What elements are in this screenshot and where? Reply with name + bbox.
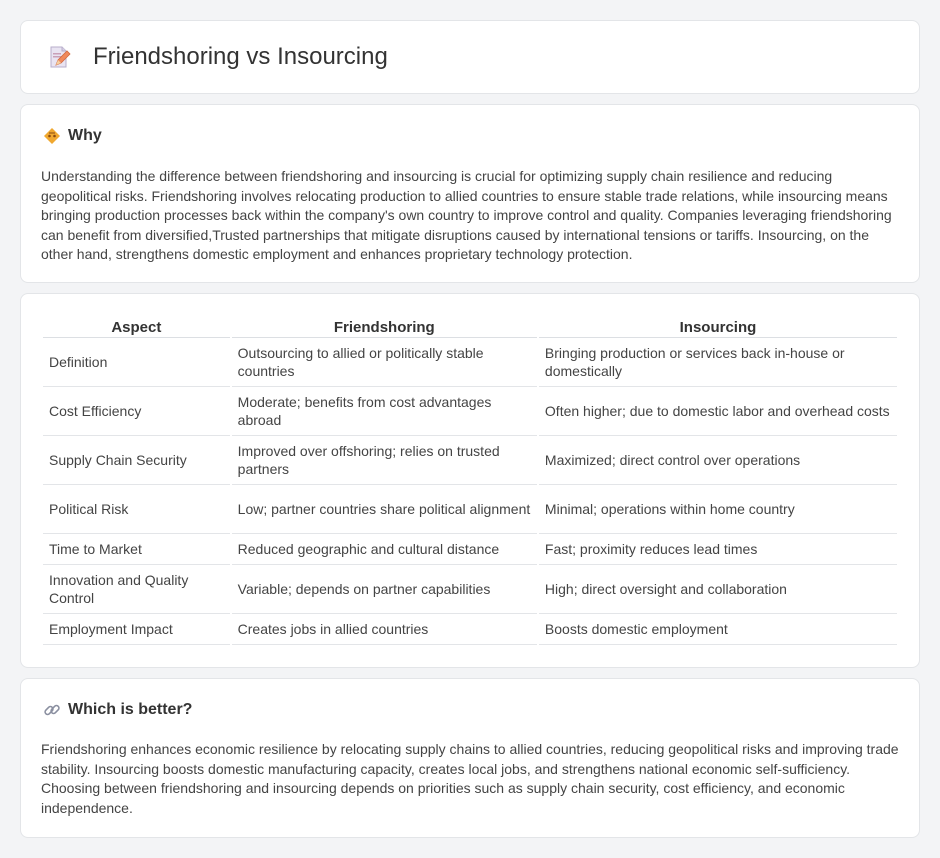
cell-insourcing: High; direct oversight and collaboration bbox=[539, 565, 897, 614]
why-text: Understanding the difference between friendshoring and insourcing is crucial for optimizing supply chain resilience and reducing geopolitical risks. Friendshoring involves relocating production to allied countries to ensure stable trade relations, while insourcing means bringing production processes back within the company's own country to improve control and quality. Companies leveraging friendshoring can benefit from diversified,Trusted partnerships that mitigate disruptions caused by international tensions or tariffs. Insourcing, on the other hand, strengthens domestic employment and enhances proprietary technology protection. bbox=[41, 168, 892, 262]
cell-aspect: Political Risk bbox=[43, 485, 230, 534]
which-is-better-section bbox=[20, 678, 920, 838]
cell-friendshoring: Outsourcing to allied or politically stable countries bbox=[232, 338, 537, 387]
cell-aspect: Cost Efficiency bbox=[43, 387, 230, 436]
table-row bbox=[43, 387, 897, 436]
table-row bbox=[43, 338, 897, 387]
cell-aspect: Innovation and Quality Control bbox=[43, 565, 230, 614]
cell-friendshoring: Moderate; benefits from cost advantages abroad bbox=[232, 387, 537, 436]
cell-aspect: Time to Market bbox=[43, 534, 230, 565]
link-icon bbox=[43, 701, 61, 719]
cell-aspect: Definition bbox=[43, 338, 230, 387]
why-section bbox=[20, 104, 920, 283]
title-card bbox=[20, 20, 920, 94]
title-row bbox=[21, 21, 919, 93]
better-heading-row bbox=[21, 679, 919, 719]
cell-aspect: Employment Impact bbox=[43, 614, 230, 645]
cell-friendshoring: Low; partner countries share political alignment bbox=[232, 485, 537, 534]
why-heading-row bbox=[21, 105, 919, 145]
cell-aspect: Supply Chain Security bbox=[43, 436, 230, 485]
table-row bbox=[43, 485, 897, 534]
cell-friendshoring: Improved over offshoring; relies on trusted partners bbox=[232, 436, 537, 485]
cell-insourcing: Often higher; due to domestic labor and overhead costs bbox=[539, 387, 897, 436]
document-pencil-icon bbox=[47, 45, 71, 69]
comparison-table bbox=[41, 316, 899, 645]
header-friendshoring: Friendshoring bbox=[232, 316, 537, 338]
page-title: Friendshoring vs Insourcing bbox=[93, 43, 388, 70]
cell-insourcing: Maximized; direct control over operations bbox=[539, 436, 897, 485]
cell-friendshoring: Creates jobs in allied countries bbox=[232, 614, 537, 645]
header-aspect: Aspect bbox=[43, 316, 230, 338]
header-insourcing: Insourcing bbox=[539, 316, 897, 338]
better-text: Friendshoring enhances economic resilience by relocating supply chains to allied countries, reducing geopolitical risks and improving trade stability. Insourcing boosts domestic manufacturing capacity, creates local jobs, and strengthens national economic self-sufficiency. Choosing between friendshoring and insourcing depends on priorities such as supply chain security, cost efficiency, and economic independence. bbox=[41, 741, 899, 816]
table-row bbox=[43, 534, 897, 565]
comparison-table-card bbox=[20, 293, 920, 668]
table-row bbox=[43, 436, 897, 485]
cell-insourcing: Bringing production or services back in-house or domestically bbox=[539, 338, 897, 387]
table-row bbox=[43, 565, 897, 614]
table-header-row bbox=[43, 316, 897, 338]
table-row bbox=[43, 614, 897, 645]
better-heading: Which is better? bbox=[68, 701, 193, 718]
cell-insourcing: Minimal; operations within home country bbox=[539, 485, 897, 534]
cell-friendshoring: Variable; depends on partner capabilities bbox=[232, 565, 537, 614]
cell-friendshoring: Reduced geographic and cultural distance bbox=[232, 534, 537, 565]
diamond-icon bbox=[43, 127, 61, 145]
cell-insourcing: Fast; proximity reduces lead times bbox=[539, 534, 897, 565]
why-heading: Why bbox=[68, 127, 102, 144]
cell-insourcing: Boosts domestic employment bbox=[539, 614, 897, 645]
